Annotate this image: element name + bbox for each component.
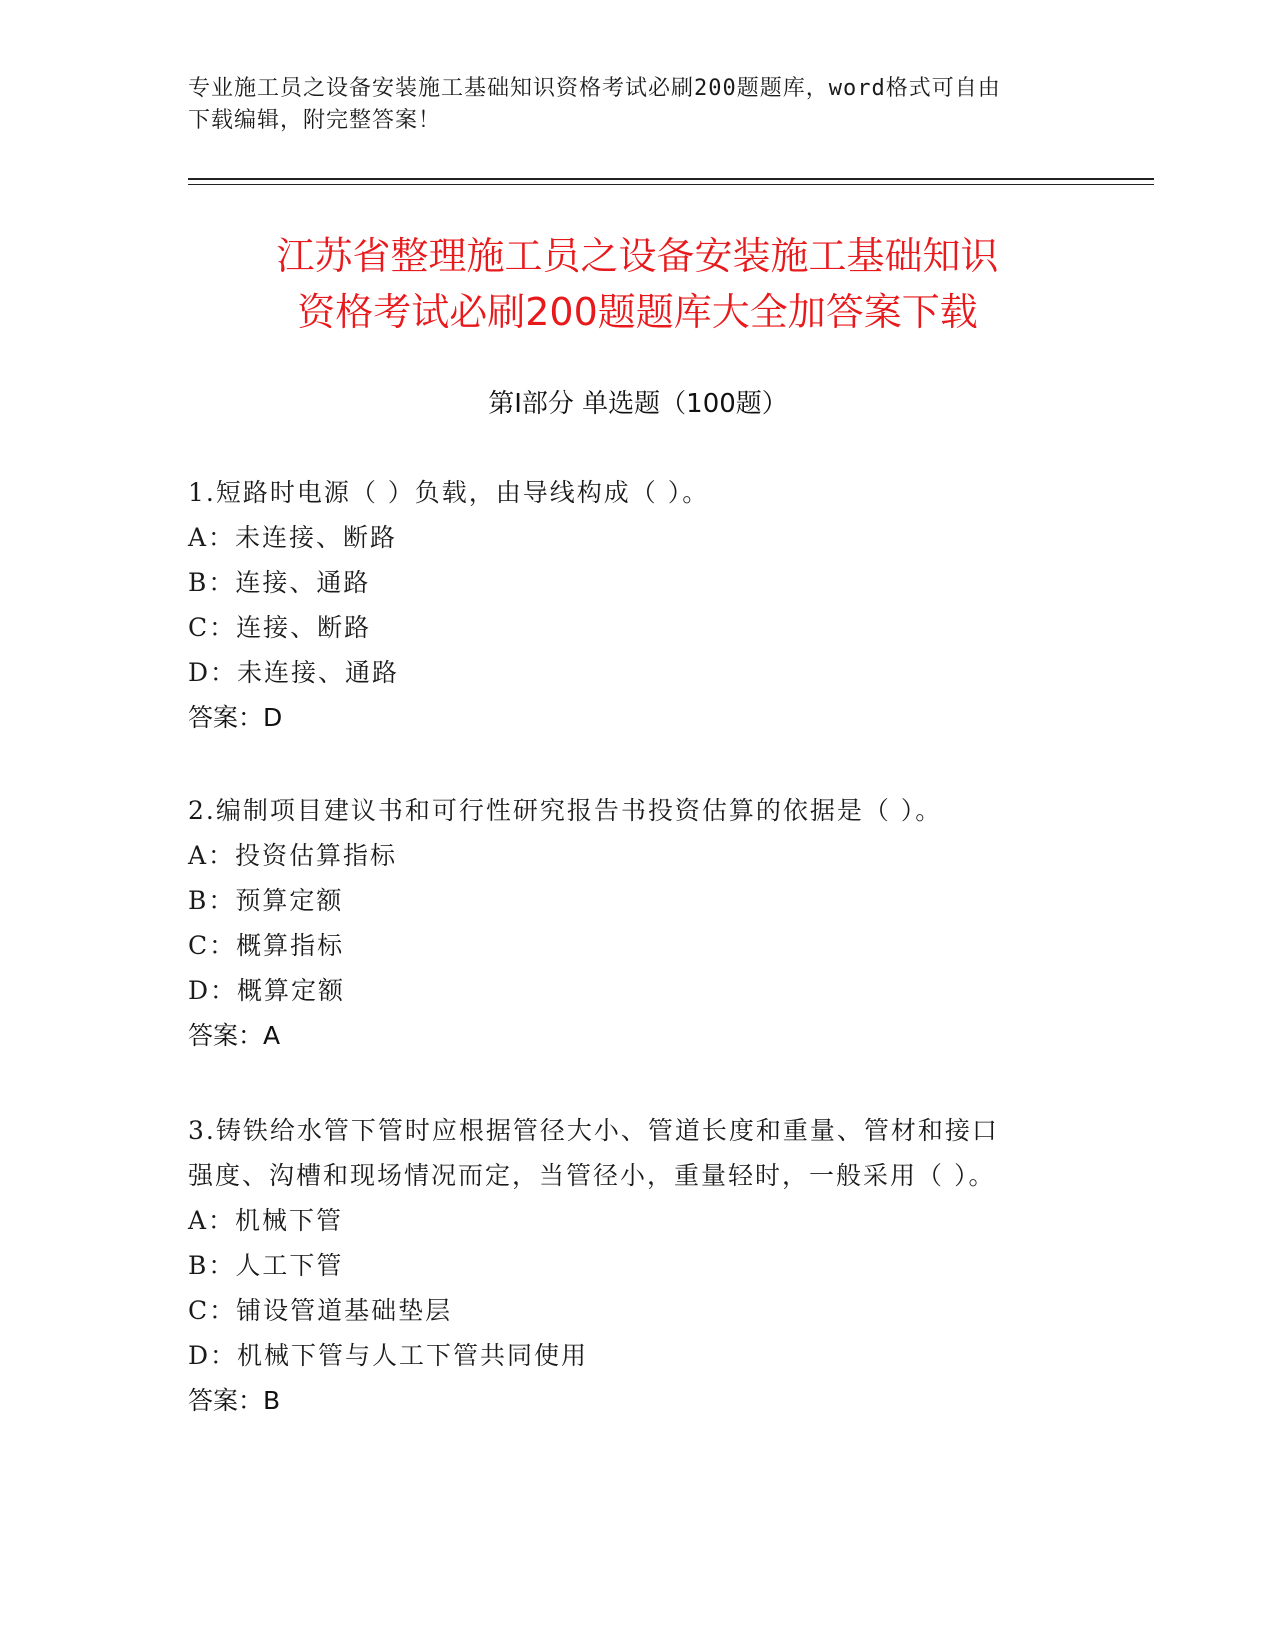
- question-stem: 2.编制项目建议书和可行性研究报告书投资估算的依据是（ ）。: [188, 796, 943, 825]
- option-b: B：人工下管: [188, 1251, 344, 1280]
- option-a: A：未连接、断路: [188, 523, 398, 552]
- option-c: C：概算指标: [188, 931, 345, 960]
- question-stem: 1.短路时电源（ ）负载，由导线构成（ ）。: [188, 478, 710, 507]
- header-note: [188, 73, 1088, 137]
- header-divider-thin: [188, 184, 1154, 185]
- option-a: A：机械下管: [188, 1206, 344, 1235]
- option-d: D：机械下管与人工下管共同使用: [188, 1341, 589, 1370]
- answer: 答案：A: [188, 1021, 281, 1050]
- question-stem: 3.铸铁给水管下管时应根据管径大小、管道长度和重量、管材和接口: [188, 1116, 999, 1145]
- document-title: [150, 228, 1125, 340]
- title-line: 资格考试必刷200题题库大全加答案下载: [297, 290, 978, 334]
- question-3: [188, 1108, 1088, 1423]
- option-c: C：铺设管道基础垫层: [188, 1296, 453, 1325]
- question-stem-continued: 强度、沟槽和现场情况而定，当管径小，重量轻时，一般采用（ ）。: [188, 1161, 996, 1190]
- answer: 答案：B: [188, 1386, 281, 1415]
- header-divider: [188, 178, 1154, 180]
- header-note-line: 下载编辑，附完整答案！: [188, 108, 442, 133]
- option-b: B：连接、通路: [188, 568, 371, 597]
- header-note-line: 专业施工员之设备安装施工基础知识资格考试必刷200题题库，word格式可自由: [188, 76, 1001, 101]
- question-2: [188, 788, 1088, 1058]
- section-heading: 第Ⅰ部分 单选题（100题）: [488, 389, 788, 419]
- option-d: D：概算定额: [188, 976, 346, 1005]
- option-c: C：连接、断路: [188, 613, 372, 642]
- option-a: A：投资估算指标: [188, 841, 398, 870]
- option-b: B：预算定额: [188, 886, 344, 915]
- question-1: [188, 470, 1088, 740]
- title-line: 江苏省整理施工员之设备安装施工基础知识: [276, 234, 999, 278]
- option-d: D：未连接、通路: [188, 658, 400, 687]
- answer: 答案：D: [188, 703, 283, 732]
